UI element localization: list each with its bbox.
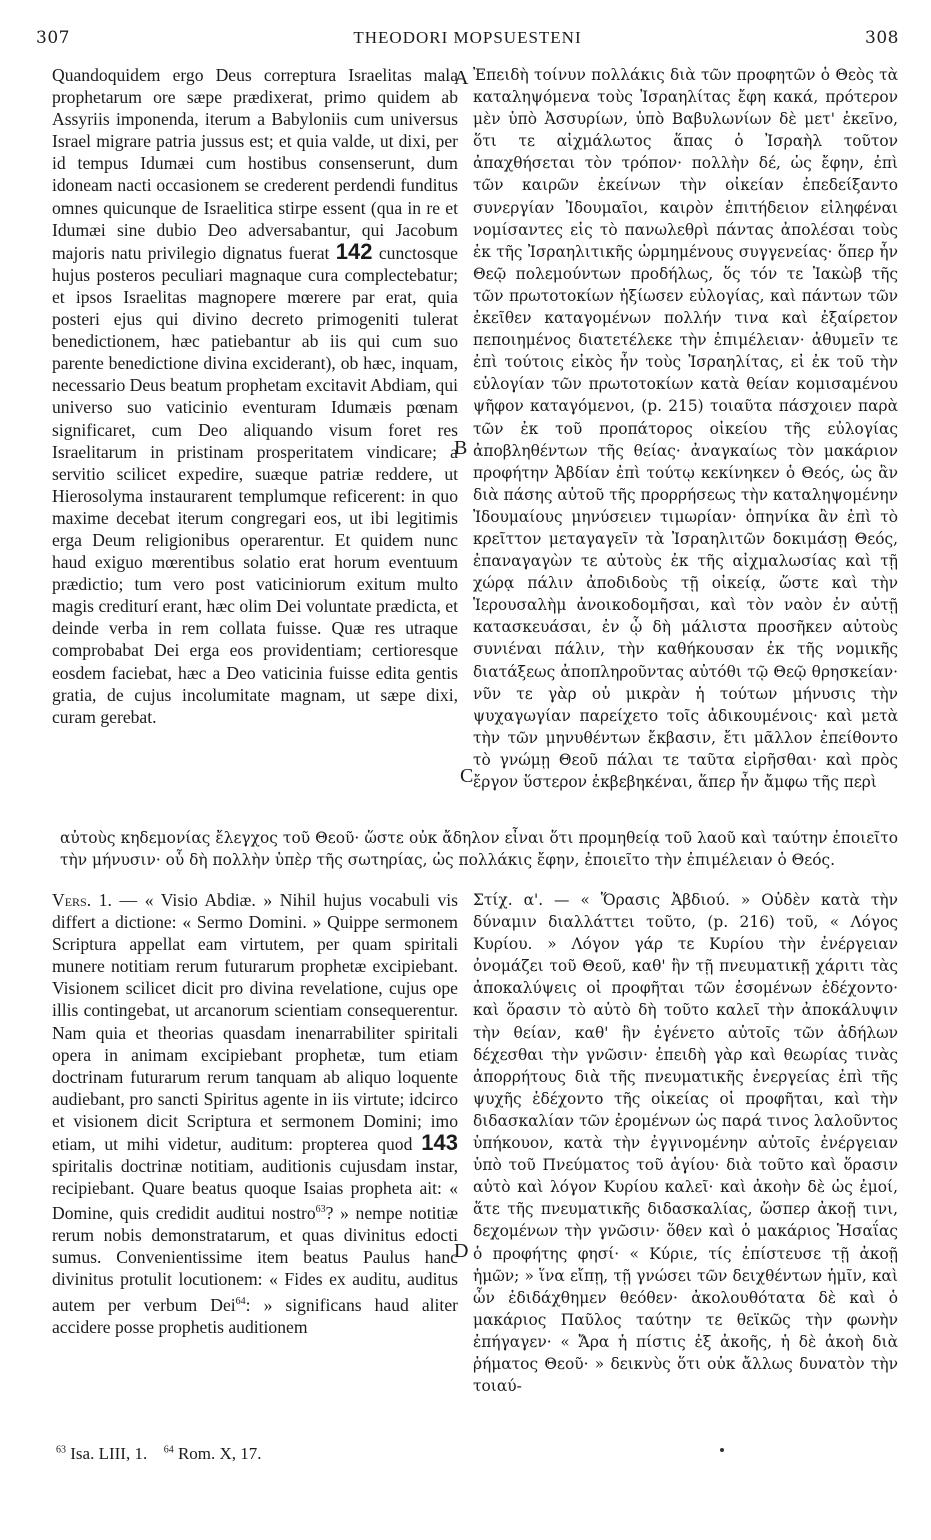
latin-text: spiritalis doctrinæ notitiam, auditionis cujusdam instar, recipiebant. Quare beatus quoque Isaias propheta ait: « Domine, quis credidit auditui nostro: [52, 1156, 458, 1224]
section-marker-b: B: [454, 437, 468, 459]
latin-text: cunctosque hujus posteros peculiari magnaque cura complectebatur; et ipsos Israelitas magnopere mœrere par erat, quia posteri ejus qui divino decreto primogeniti tulerat benedictionem, hæc patiebantur ab iis qui cum suo parente benedictione divina exciderant), ob hæc, inquam, necessario Deus beatum prophetam excitavit Abdiam, qui universo suo vaticinio eventuram Idumæis pœnam significaret, cum Deo aliquando visum foret res Israelitarum in pristinam prosperitatem vindicare; a servitio scilicet expedire, suæque patriæ reddere, ut Hierosolyma instaurarent templumque reficerent: in quo maxime decebat iterum congregari eos, ut ibi legitimis erga Deum religionibus operarentur. Et quidem nunc haud exiguo mœrentibus solatio erat horum eventuum prædictio; tum vero post vaticiniorum exitum multo magis crediturí erant, hæc olim Dei voluntate prædicta, et deinde verba in rem collata fuisse. Quæ res utraque comprobabat Dei erga eos providentiam; certioresque eosdem faciebat, hæc a Deo vaticinia fuisse edita gentis gratia, de cujus incolumitate magnam, ut sæpe dixi, curam gerebat.: [52, 242, 459, 727]
footnote-ref-63[interactable]: 63: [315, 1204, 326, 1216]
footnotes: [56, 1444, 262, 1464]
running-title: THEODORI MOPSUESTENI: [353, 28, 582, 47]
section-marker-a: A: [454, 67, 469, 89]
page-header: [36, 28, 899, 52]
greek-spanning-lines: [60, 827, 898, 871]
right-page-number: 308: [865, 28, 899, 48]
latin-column-bottom: [52, 889, 458, 1338]
latin-text: : » significans haud aliter accidere posse prophetis auditionem: [52, 1294, 458, 1337]
marginal-number-142: 142: [335, 238, 373, 264]
latin-paragraph: [52, 64, 458, 728]
latin-paragraph: [52, 889, 458, 1338]
greek-paragraph: Στίχ. α'. — « Ὅρασις Ἀβδιού. » Οὐδὲν κατὰ τὴν δύναμιν διαλλάττει τοῦτο, (p. 216) τοῦ, « Λόγος Κυρίου. » Λόγον γάρ τε Κυρίου τὴν ἐνέργειαν ὀνομάζει τοῦ Θεοῦ, καθ' ἣν τῇ πνευματικῇ χάριτι τὰς ἀποκαλύψεις οἱ προφῆται τῶν ἐσομένων ἐδέχοντο· καὶ ὅρασιν τὸ αὐτὸ δὴ τοῦτο καλεῖ τὴν ἀποκάλυψιν τὴν θείαν, καθ' ἣν ἐγένετο αὐτοῖς τῶν ἀδήλων δέχεσθαι τὴν γνῶσιν· ἐπειδὴ γὰρ καὶ θεωρίας τινὰς ἀπορρήτους διὰ τῆς πνευματικῆς ἐνεργείας ἐπὶ τῆς ψυχῆς ἐδέχοντο τῆς οἰκείας οἱ προφῆται, καὶ τὴν διδασκαλίαν τῶν ἐρομένων ὡς παρά τινος λαλοῦντος ὑπήκουον, κατὰ τὴν ἐγγινομένην αὐτοῖς ἐνέργειαν ὑπὸ τοῦ Πνεύματος τοῦ ἁγίου· διὰ τοῦτο καὶ ὅρασιν αὐτὸ καὶ λόγον Κυρίου καλεῖ· καὶ ἀκοὴν δὲ ὡς ἐμοί, ἅτε τῆς πνευματικῆς διδασκαλίας, ὥσπερ ἀκοῇ τινι, δεχομένων τὴν γνῶσιν· ὅθεν καὶ ὁ μακάριος Ἡσαΐας ὁ προφήτης φησί· « Κύριε, τίς ἐπίστευσε τῇ ἀκοῇ ἡμῶν; » ἵνα εἴπῃ, τῇ γνώσει τῶν δειχθέντων ἡμῖν, καὶ ὧν ἐδιδάχθημεν θεόθεν· ἀκολουθότατα δὲ καὶ ὁ μακάριος Παῦλος ταύτην τε θεϊκῶς τὴν φωνὴν ἐπήγαγεν· « Ἄρα ἡ πίστις ἐξ ἀκοῆς, ἡ δὲ ἀκοὴ διὰ ῥήματος Θεοῦ· » δεικνὺς ὅτι οὐκ ἄλλως δυνατὸν τὴν τοιαύ-: [473, 891, 898, 1396]
verse-label: Vers. 1.: [52, 890, 112, 910]
latin-text: — « Visio Abdiæ. » Nihil hujus vocabuli vis differt a dictione: « Sermo Domini. » Quippe sermonem Scriptura appellat eam virtutem, per quam spiritali munere notitiam rerum futurarum prophetæ excipiebant. Visionem scilicet dicit pro divina revelatione, cujus ope illis contingebat, ut arcanorum scientiam consequerentur. Nam quia et theorias quasdam inenarrabiliter spiritali opera in animam excipiebant prophetæ, tum etiam doctrinam futurarum rerum tanquam ab aliquo loquente audiebant, pro sancti Spiritus agente in iis virtute; idcirco et visionem dicit Scriptura et sermonem Domini; imo etiam, ut mihi videtur, auditum: propterea quod: [52, 890, 458, 1155]
speck-mark: [720, 1448, 724, 1452]
latin-column-top: [52, 64, 458, 728]
left-page-number: 307: [36, 28, 70, 48]
marginal-number-143: 143: [421, 1130, 459, 1156]
section-marker-d: D: [454, 1240, 469, 1262]
footnote-number: 64: [163, 1444, 174, 1456]
latin-text: ? » nempe notitiæ rerum nobis demonstratarum, et quas divinitus edocti sumus. Convenientissime item beatus Paulus hanc divinitus protulit locutionem: « Fides ex auditu, auditus autem per verbum Dei: [52, 1203, 458, 1315]
footnote-text: Rom. X, 17.: [177, 1444, 262, 1463]
greek-paragraph: αὐτοὺς κηδεμονίας ἔλεγχος τοῦ Θεοῦ· ὥστε οὐκ ἄδηλον εἶναι ὅτι προμηθείᾳ τοῦ λαοῦ καὶ ταύτην ἐποιεῖτο τὴν μήνυσιν· οὗ δὴ πολλὴν ὑπὲρ τῆς σωτηρίας, ὡς πολλάκις ἔφην, ἐποιεῖτο τὴν ἐπιμέλειαν ὁ Θεός.: [60, 829, 898, 870]
footnote-text: Isa. LIII, 1.: [70, 1444, 148, 1463]
section-marker-c: C: [460, 765, 474, 787]
greek-column-top: [473, 64, 898, 793]
footnote-number: 63: [56, 1444, 66, 1456]
latin-text: Quandoquidem ergo Deus correptura Israelitas mala prophetarum ore sæpe prædixerat, primo quidem ab Assyriis imponenda, iterum a Babyloniis cum universus Israel migrare patria jussus est; et quia valde, ut dixi, per id tempus Idumæi cum hostibus consenserunt, dum idoneam nacti occasionem se crederent perdendi funditus omnes quicunque de Israelitica stirpe essent (qua in re et Idumæi sine dubio Deo adversabantur, qui Jacobum majoris natu privilegio dignatus fuerat: [52, 65, 458, 263]
greek-column-bottom: [473, 889, 898, 1397]
greek-paragraph: Ἐπειδὴ τοίνυν πολλάκις διὰ τῶν προφητῶν ὁ Θεὸς τὰ καταληψόμενα τοὺς Ἰσραηλίτας ἔφη κακά, πρότερον μὲν ὑπὸ Ἀσσυρίων, ὑπὸ Βαβυλωνίων δὲ μετ' ἐκεῖνο, ὅτι τε αἰχμάλωτος ἅπας ὁ Ἰσραὴλ τοῦτον ἀπαχθήσεται τὸν τρόπον· πολλὴν δέ, ὡς ἔφην, ἐπὶ τῶν καιρῶν ἐκείνων τὴν οἰκείαν ἐπεδείξαντο συνεργίαν Ἰδουμαῖοι, καιρὸν ἐπιτήδειον εἰληφέναι νομίσαντες εἰς τὸ πανωλεθρὶ πάντας ἀπολέσαι τοὺς ἐκ τῆς Ἰσραηλιτικῆς ὡρμημένους συγγενείας· ὅπερ ἦν Θεῷ πολεμούντων προδήλως, ὅς τόν τε Ἰακὼβ τῆς τῶν πρωτοτοκίων ἠξίωσεν εὐλογίας, καὶ πάντων τῶν ἐκεῖθεν καταγομένων πολλήν τινα καὶ ἐξαίρετον πεποιημένος διατετέλεκε τὴν ἐπιμέλειαν· ἀθυμεῖν τε ἐπὶ τούτοις εἰκὸς ἦν τοὺς Ἰσραηλίτας, εἰ ἐκ τοῦ τὴν εὐλογίαν τῶν πρωτοτοκίων κατὰ θείαν κομισαμένου ψῆφον καταγόμενοι, (p. 215) τοιαῦτα πάσχοιεν παρὰ τῶν ἐκ τοῦ προπάτορος οἰκείου τῆς εὐλογίας ἀποβληθέντων τῆς θείας· ἀναγκαίως τὸν μακάριον προφήτην Ἀβδίαν ἐπὶ τούτῳ κεκίνηκεν ὁ Θεός, ὡς ἂν διὰ πάσης αὐτοῦ τῆς προρρήσεως τὴν καταληψομένην Ἰδουμαίους μηνύσειεν τιμωρίαν· ὁπηνίκα ἂν ἐπὶ τὸ κρεῖττον μεταγαγεῖν τὰ Ἰσραηλιτῶν δοκιμάσῃ Θεός, ἐπαναγαγὼν τε αὐτοὺς ἐκ τῆς αἰχμαλωσίας καὶ τῇ χώρᾳ πάλιν ἀποδιδοὺς τῇ οἰκείᾳ, ὥστε καὶ τὴν Ἱερουσαλὴμ ἀνοικοδομῆσαι, καὶ τὸν ναὸν ἐν αὐτῇ κατασκευάσαι, ἐν ᾧ δὴ μάλιστα προσῆκεν αὐτοὺς συνιέναι πάλιν, τὴν καθήκουσαν ἐκ τῆς νομικῆς διατάξεως ἀποπληροῦντας αὐτόθι τῷ Θεῷ θρησκείαν· νῦν τε γὰρ οὐ μικρὰν ἡ τούτων μήνυσις τὴν ψυχαγωγίαν παρείχετο τοῖς ἀδικουμένοις· καὶ μετὰ τὴν τῶν μηνυθέντων ἔκβασιν, ἔτι μᾶλλον ἐπείθοντο τὸ γνώμῃ Θεοῦ πάλαι τε ταῦτα εἰρῆσθαι· καὶ πρὸς ἔργον ὕστερον ἐκβεβηκέναι, ἅπερ ἦν ἄμφω τῆς περὶ: [473, 66, 898, 791]
footnote-ref-64[interactable]: 64: [235, 1295, 246, 1307]
